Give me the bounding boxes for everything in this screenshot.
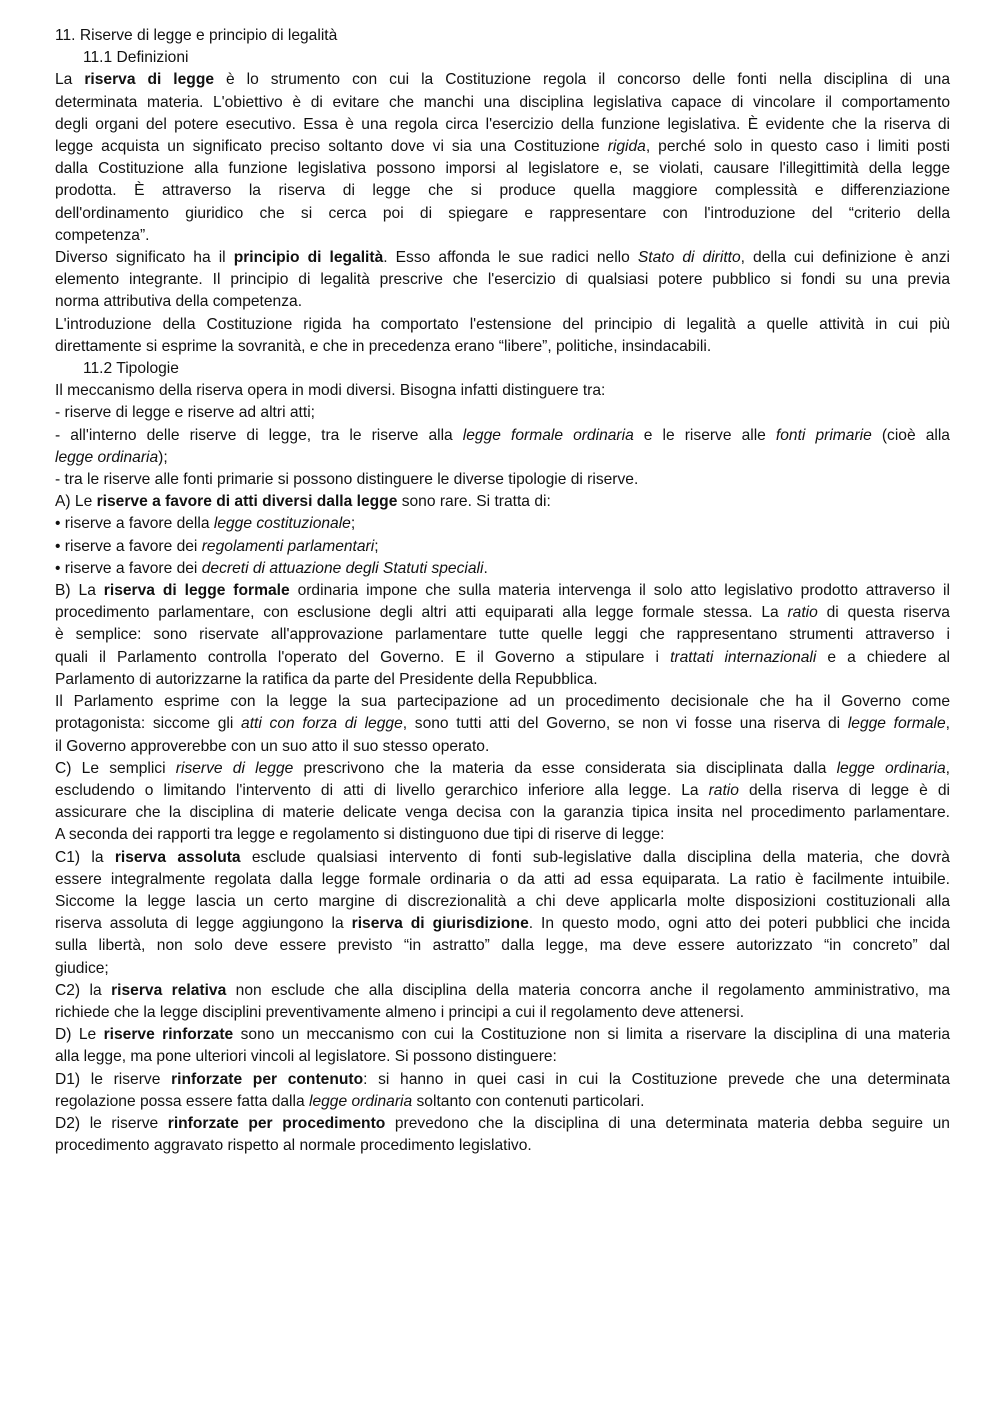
paragraph-d2-procedimento: D2) le riserve rinforzate per procedimento prevedono che la disciplina di una determinata materia debba seguire un procedimento aggravato rispetto al normale procedimento legislativo. — [55, 1114, 950, 1155]
bullet-item: • riserve a favore della legge costituzionale; — [55, 515, 356, 533]
term-riserva-di-legge: riserva di legge — [84, 71, 215, 89]
paragraph-parlamento: Il Parlamento esprime con la legge la sua partecipazione ad un procedimento decisionale che ha il Governo come protagonista: siccome gli atti con forza di legge, sono tutti atti del Governo, se non vi fosse una riserva di legge formale, il Governo approverebbe con un suo atto il suo stesso operato. — [55, 693, 951, 755]
bullet-item: • riserve a favore dei regolamenti parlamentari; — [55, 537, 379, 555]
list-item: - all'interno delle riserve di legge, tra le riserve alla legge formale ordinaria e le riserve alle fonti primarie (cioè alla — [55, 426, 950, 444]
document-page — [55, 25, 950, 1157]
subsection-title-11-2: 11.2 Tipologie — [83, 360, 179, 378]
paragraph-riserva-di-legge: La riserva di legge è lo strumento con cui la Costituzione regola il concorso delle fonti nella disciplina di una determinata materia. L'obiettivo è di evitare che manchi una disciplina legislativa capace di vincolare il comportamento degli organi del potere esecutivo. Essa è una regola circa l'esercizio della funzione legislativa. È evidente che la riserva di legge acquista un significato preciso soltanto dove vi sia una Costituzione rigida, perché solo in questo caso i limiti posti dalla Costituzione alla funzione legislativa possono imporsi al legislatore e, se violati, causare l'illegittimità della legge prodotta. È attraverso la riserva di legge che si produce quella maggiore complessità e differenziazione dell'ordinamento giuridico che si cerca poi di spiegare e rappresentare con l'introduzione del “criterio della competenza”. — [55, 71, 950, 244]
paragraph-d1-contenuto: D1) le riserve rinforzate per contenuto: si hanno in quei casi in cui la Costituzione prevede che una determinata regolazione possa essere fatta dalla legge ordinaria soltanto con contenuti particolari. — [55, 1070, 950, 1110]
paragraph-costituzione-rigida: L'introduzione della Costituzione rigida ha comportato l'estensione del principio di legalità a quelle attività in cui più direttamente si esprime la sovranità, e che in precedenza erano “libere”, politiche, insindacabili. — [55, 315, 950, 355]
paragraph-section-b: B) La riserva di legge formale ordinaria impone che sulla materia intervenga il solo atto legislativo prodotto attraverso il procedimento parlamentare, con esclusione degli altri atti equiparati alla legge formale stessa. La ratio di questa riserva è semplice: sono riservate all'approvazione parlamentare tutte quelle leggi che rappresentano strumenti attraverso i quali il Parlamento controlla l'operato del Governo. E il Governo a stipulare i trattati internazionali e a chiedere al Parlamento di autorizzarne la ratifica da parte del Presidente della Repubblica. — [55, 582, 950, 688]
paragraph-tipologie: Il meccanismo della riserva opera in modi diversi. Bisogna infatti distinguere tra: - riserve di legge e riserve ad altri atti; - all'interno delle riserve di legge, tra le riserve alla legge formale ordinaria e le riserve alle fonti primarie (cioè alla legge ordinaria); - tra le riserve alle fonti primarie si possono distinguere le diverse tipologie di riserve. — [55, 380, 950, 491]
term-principio-di-legalita: principio di legalità — [233, 249, 384, 267]
list-item: - riserve di legge e riserve ad altri atti; — [55, 404, 315, 422]
bullet-item: • riserve a favore dei decreti di attuazione degli Statuti speciali. — [55, 559, 488, 577]
paragraph-principio-di-legalita: Diverso significato ha il principio di legalità. Esso affonda le sue radici nello Stato di diritto, della cui definizione è anzi elemento integrante. Il principio di legalità prescrive che l'esercizio di qualsiasi potere pubblico si fondi su una previa norma attributiva della competenza. — [55, 249, 950, 311]
section-title-11: 11. Riserve di legge e principio di legalità — [55, 27, 338, 44]
paragraph-c2-riserva-relativa: C2) la riserva relativa non esclude che alla disciplina della materia concorra anche il regolamento amministrativo, ma richiede che la legge disciplini preventivamente almeno i principi a cui il regolamento deve attenersi. — [55, 981, 951, 1021]
subsection-title-11-1: 11.1 Definizioni — [83, 49, 189, 67]
list-item: - tra le riserve alle fonti primarie si possono distinguere le diverse tipologie di riserve. — [55, 471, 639, 489]
paragraph-section-c: C) Le semplici riserve di legge prescrivono che la materia da esse considerata sia disciplinata dalla legge ordinaria, escludendo o limitando l'intervento di atti di livello gerarchico inferiore alla legge. La ratio della riserva di legge è di assicurare che la disciplina di materie delicate venga decisa con la garanzia tipica insita nel procedimento parlamentare. A seconda dei rapporti tra legge e regolamento si distinguono due tipi di riserve di legge: — [55, 759, 950, 844]
paragraph-section-d: D) Le riserve rinforzate sono un meccanismo con cui la Costituzione non si limita a riservare la disciplina di una materia alla legge, ma pone ulteriori vincoli al legislatore. Si possono distinguere: — [55, 1026, 950, 1066]
paragraph-section-a: A) Le riserve a favore di atti diversi dalla legge sono rare. Si tratta di: • riserve a favore della legge costituzionale; • riserve a favore dei regolamenti parlamentari; • riserve a favore dei decreti di attuazione degli Statuti speciali. — [55, 491, 950, 580]
paragraph-c1-riserva-assoluta: C1) la riserva assoluta esclude qualsiasi intervento di fonti sub-legislative dalla disciplina della materia, che dovrà essere integralmente regolata dalla legge formale ordinaria o da atti ad essa equiparata. La ratio è facilmente intuibile. Siccome la legge lascia un certo margine di discrezionalità a chi deve applicarla molte disposizioni costituzionali alla riserva assoluta di legge aggiungono la riserva di giurisdizione. In questo modo, ogni atto dei poteri pubblici che incida sulla libertà, non solo deve essere previsto “in astratto” dalla legge, ma deve essere autorizzato “in concreto” dal giudice; — [55, 848, 950, 977]
